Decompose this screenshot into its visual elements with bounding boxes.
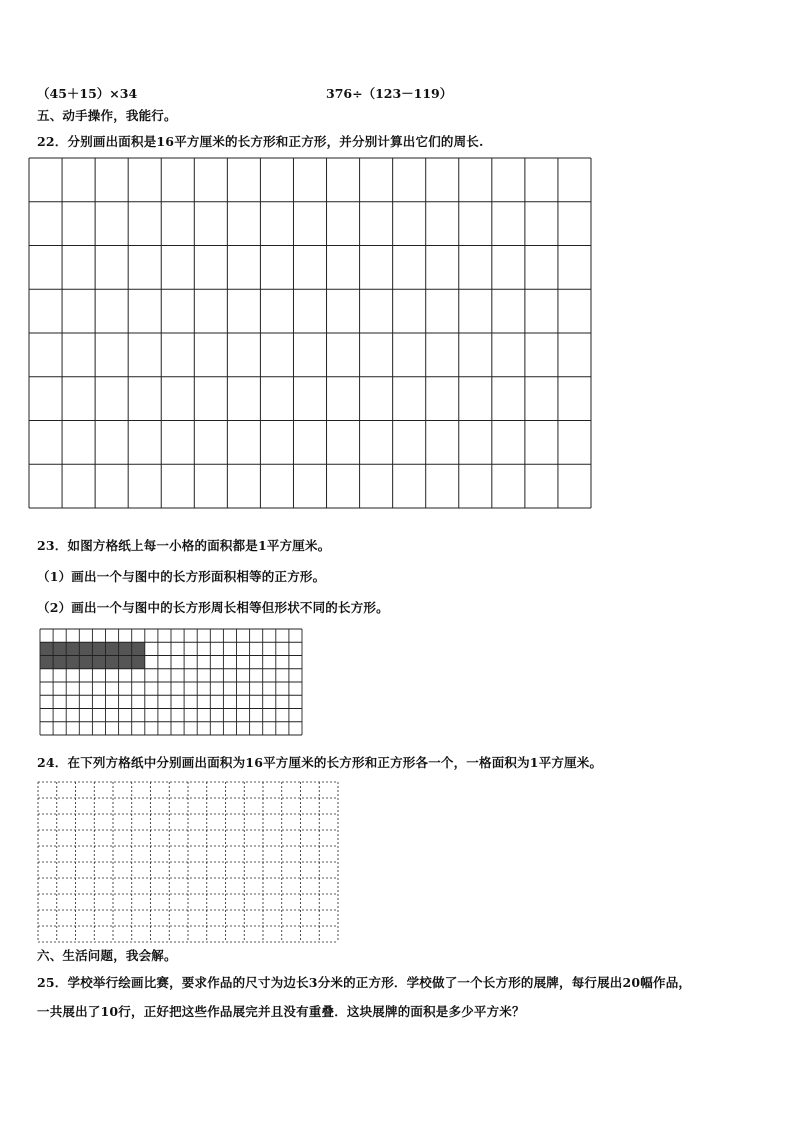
q23-square-grid (40, 629, 302, 735)
question-23-part-1: （1）画出一个与图中的长方形面积相等的正方形。 (37, 569, 326, 584)
question-25-line-1: 25．学校举行绘画比赛，要求作品的尺寸为边长3分米的正方形．学校做了一个长方形的展牌，每行展出20幅作品， (37, 975, 692, 990)
expression-left: （45＋15）×34 (37, 86, 138, 101)
section-5-heading: 五、动手操作，我能行。 (37, 108, 177, 123)
expression-right: 376÷（123－119） (326, 86, 453, 101)
question-25-line-2: 一共展出了10行，正好把这些作品展完并且没有重叠．这块展牌的面积是多少平方米？ (37, 1004, 525, 1019)
q24-dashed-grid (38, 782, 338, 942)
q22-square-grid (29, 158, 591, 508)
section-6-heading: 六、生活问题，我会解。 (37, 948, 177, 963)
question-23-text: 23．如图方格纸上每一小格的面积都是1平方厘米。 (37, 538, 331, 553)
question-22-text: 22．分别画出面积是16平方厘米的长方形和正方形，并分别计算出它们的周长. (37, 134, 484, 149)
question-23-part-2: （2）画出一个与图中的长方形周长相等但形状不同的长方形。 (37, 600, 389, 615)
question-24-text: 24．在下列方格纸中分别画出面积为16平方厘米的长方形和正方形各一个，一格面积为1平方厘米。 (37, 755, 603, 770)
